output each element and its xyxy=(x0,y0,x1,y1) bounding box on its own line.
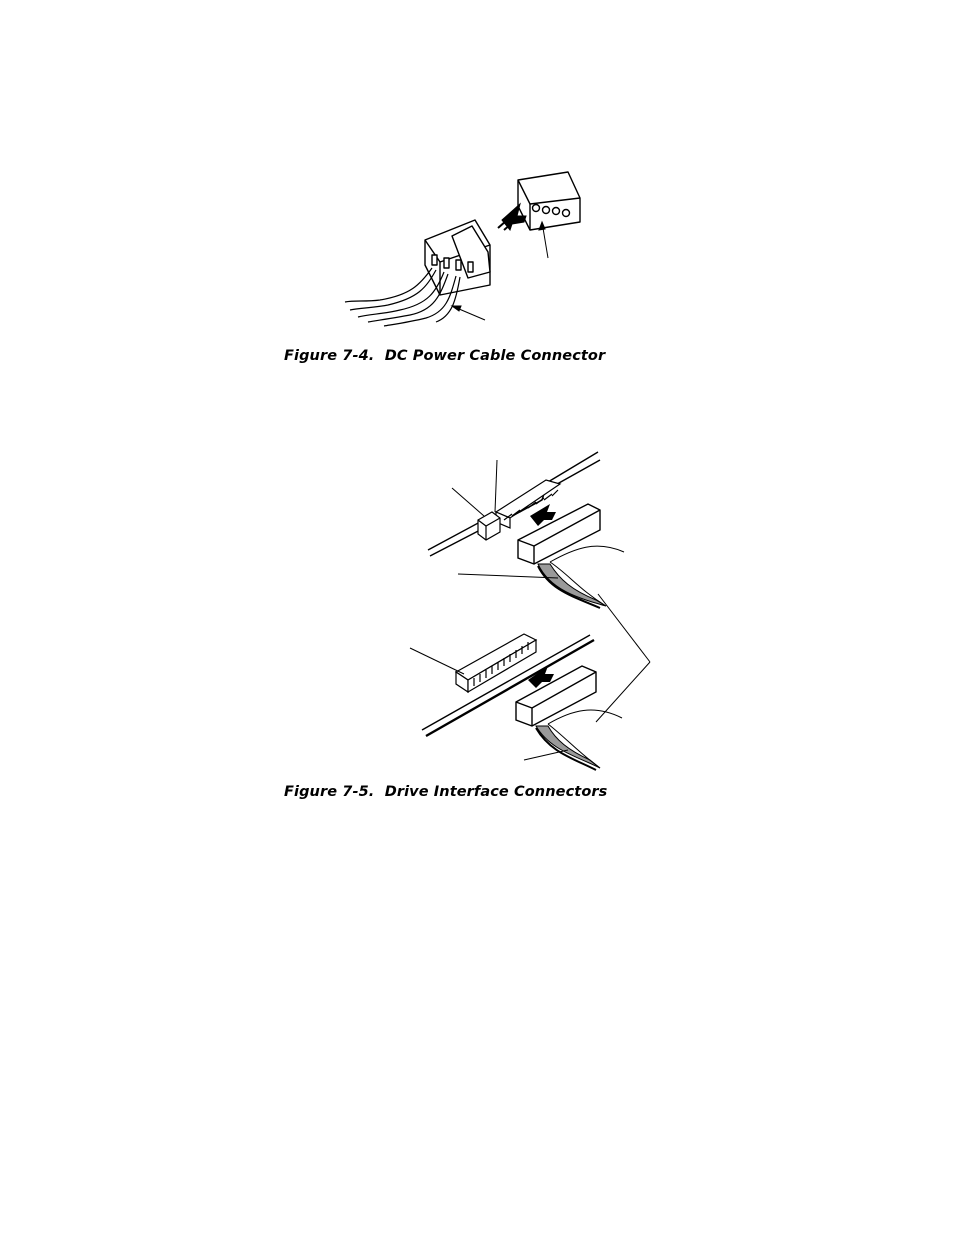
lower-ribbon-cable xyxy=(536,710,622,770)
drive-interface-connectors-illustration-icon xyxy=(400,440,670,775)
dc-power-connector-illustration-icon xyxy=(340,160,600,330)
figure-caption-7-5: Figure 7-5. Drive Interface Connectors xyxy=(284,784,608,800)
upper-cable-plug xyxy=(518,504,600,564)
lower-header-connector xyxy=(456,634,536,692)
lower-cable-plug xyxy=(516,666,596,726)
drive-power-receptacle xyxy=(518,172,580,230)
figure-caption-7-4: Figure 7-4. DC Power Cable Connector xyxy=(284,348,606,364)
